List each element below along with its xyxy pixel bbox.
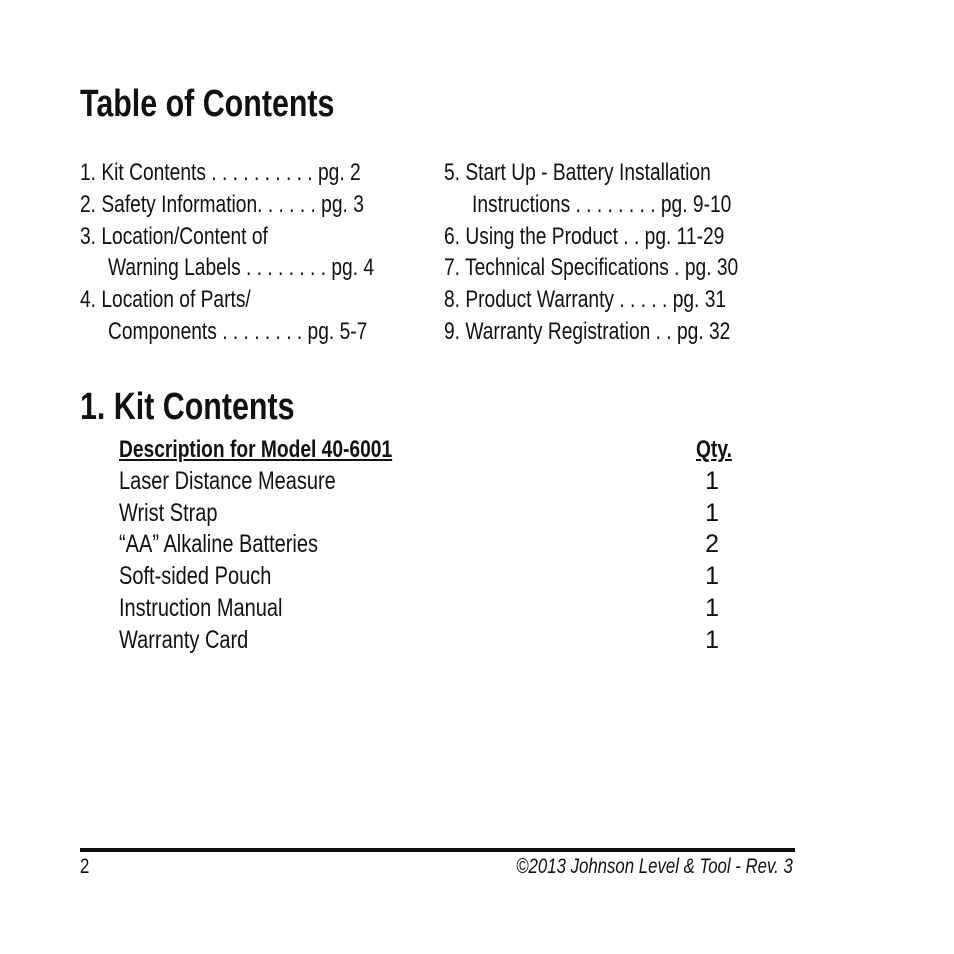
item-qty: 1: [705, 593, 719, 622]
item-qty: 2: [705, 530, 719, 559]
kit-item-row: [119, 561, 739, 593]
page-number: 2: [80, 855, 90, 878]
item-qty: 1: [705, 498, 719, 527]
kit-contents-table: [119, 434, 739, 657]
copyright-notice: ©2013 Johnson Level & Tool - Rev. 3: [516, 855, 793, 878]
footer-rule: [80, 848, 795, 852]
item-description: Warranty Card: [119, 625, 249, 654]
kit-item-row: [119, 625, 739, 657]
toc-entry: 9. Warranty Registration . . pg. 32: [444, 317, 731, 345]
toc-entry: 4. Location of Parts/: [80, 286, 251, 314]
toc-entry-continuation: Components . . . . . . . . pg. 5-7: [108, 317, 368, 345]
kit-item-row: [119, 466, 739, 498]
item-description: “AA” Alkaline Batteries: [119, 530, 318, 559]
toc-entry: 3. Location/Content of: [80, 222, 268, 250]
toc-heading: Table of Contents: [80, 83, 335, 125]
toc-entry: 1. Kit Contents . . . . . . . . . . pg. 2: [80, 159, 361, 186]
toc-right-column: [444, 157, 812, 348]
toc-entry-continuation: Warning Labels . . . . . . . . pg. 4: [108, 254, 375, 282]
kit-item-row: [119, 593, 739, 625]
toc-entry: 6. Using the Product . . pg. 11-29: [444, 222, 725, 250]
qty-column-header: Qty.: [696, 436, 732, 463]
item-qty: 1: [705, 466, 719, 495]
kit-contents-heading: 1. Kit Contents: [80, 386, 295, 428]
toc-entry-continuation: Instructions . . . . . . . . pg. 9-10: [472, 190, 732, 218]
toc-entry: 8. Product Warranty . . . . . pg. 31: [444, 286, 727, 314]
kit-item-row: [119, 529, 739, 561]
toc-entry: 5. Start Up - Battery Installation: [444, 159, 711, 186]
description-column-header: Description for Model 40-6001: [119, 436, 393, 463]
item-description: Wrist Strap: [119, 498, 218, 527]
toc-entry: 2. Safety Information. . . . . . pg. 3: [80, 190, 364, 218]
item-qty: 1: [705, 562, 719, 591]
item-description: Laser Distance Measure: [119, 466, 336, 495]
toc-entry: 7. Technical Specifications . pg. 30: [444, 254, 739, 282]
item-description: Soft-sided Pouch: [119, 562, 272, 591]
kit-item-row: [119, 498, 739, 530]
toc-left-column: [80, 157, 441, 348]
kit-table-header: [119, 434, 739, 466]
item-qty: 1: [705, 625, 719, 654]
item-description: Instruction Manual: [119, 593, 283, 622]
